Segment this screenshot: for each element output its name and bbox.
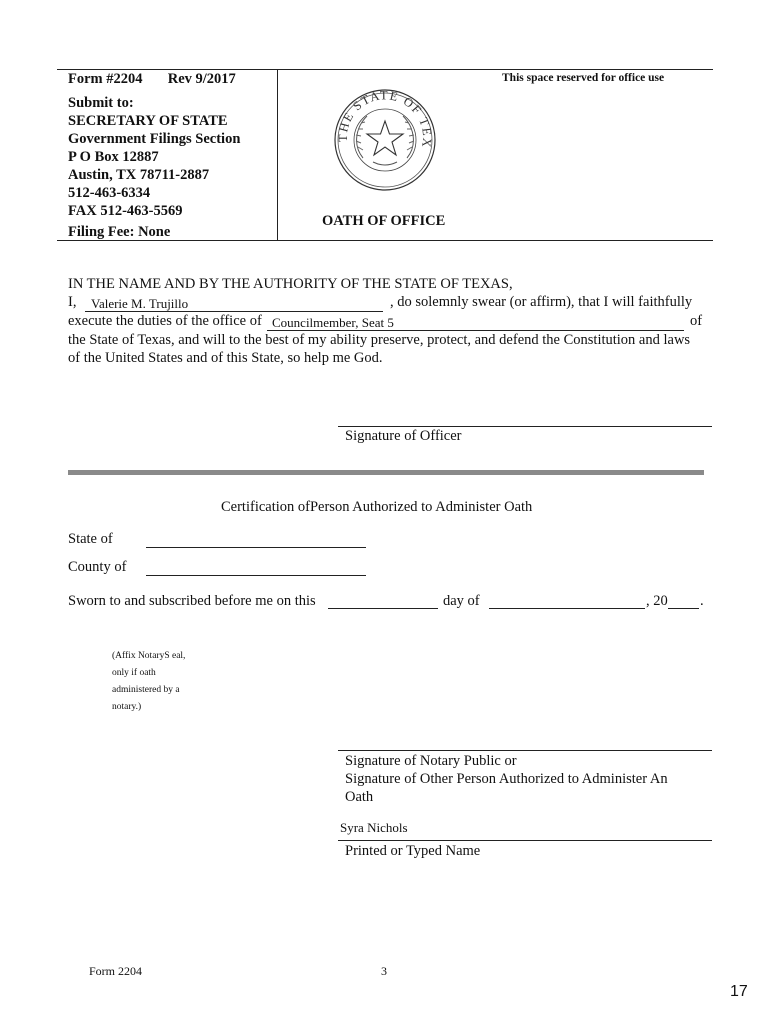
corner-page-number: 17: [730, 983, 748, 1000]
section-separator: [68, 470, 704, 475]
notary-sig-line: Signature of Other Person Authorized to Administer An: [345, 771, 668, 787]
submit-to-block: [68, 94, 240, 220]
oath-execute-text: execute the duties of the office of: [68, 313, 262, 329]
notary-sig-line: Signature of Notary Public or: [345, 753, 517, 769]
state-of-label: State of: [68, 531, 113, 547]
footer-form-label: Form 2204: [89, 964, 143, 978]
address-line: Government Filings Section: [68, 131, 241, 147]
submit-to-label: Submit to:: [68, 95, 134, 111]
address-line: FAX 512-463-5569: [68, 203, 183, 219]
form-number: Form #2204: [68, 71, 143, 87]
address-line: Austin, TX 78711-2887: [68, 167, 210, 183]
svg-text:THE STATE OF TEXAS: THE STATE OF TEX: [335, 88, 435, 150]
affix-seal-note: [112, 648, 185, 716]
oath-line-5: of the United States and of this State, so help me God.: [68, 350, 383, 366]
year-prefix-text: , 20: [646, 593, 668, 609]
affix-line: administered by a: [112, 685, 180, 695]
state-seal: [333, 88, 437, 192]
oath-line-1: IN THE NAME AND BY THE AUTHORITY OF THE STATE OF TEXAS,: [68, 276, 513, 292]
address-line: SECRETARY OF STATE: [68, 113, 228, 129]
oath-i-label: I,: [68, 294, 77, 310]
address-line: P O Box 12887: [68, 149, 159, 165]
printed-name-label: Printed or Typed Name: [345, 843, 481, 859]
state-of-field[interactable]: [146, 547, 366, 548]
notary-signature-label: [345, 752, 668, 806]
printed-name-line: [338, 840, 712, 841]
form-revision: Rev 9/2017: [167, 71, 236, 87]
sworn-text: Sworn to and subscribed before me on this: [68, 593, 316, 609]
affix-line: notary.): [112, 702, 142, 712]
texas-seal-icon: [333, 88, 437, 192]
form-title: OATH OF OFFICE: [322, 213, 446, 229]
footer-page-number: 3: [381, 964, 387, 978]
officer-signature-label: Signature of Officer: [345, 428, 462, 444]
county-of-label: County of: [68, 559, 127, 575]
affix-line: (Affix NotaryS eal,: [112, 651, 186, 661]
form-number-row: [68, 71, 236, 88]
office-name-field[interactable]: Councilmember, Seat 5: [272, 315, 394, 330]
printed-name-field[interactable]: Syra Nichols: [340, 820, 408, 835]
oath-swear-text: , do solemnly swear (or affirm), that I will faithfully: [390, 294, 693, 310]
office-use-label: This space reserved for office use: [502, 72, 665, 84]
header-divider: [277, 69, 278, 241]
header-top-rule: [57, 69, 713, 70]
affix-line: only if oath: [112, 668, 156, 678]
officer-name-field[interactable]: Valerie M. Trujillo: [91, 296, 189, 311]
sworn-day-field[interactable]: [328, 608, 438, 609]
notary-sig-line: Oath: [345, 789, 374, 805]
certification-title: Certification ofPerson Authorized to Administer Oath: [221, 499, 533, 515]
oath-of-text: of: [690, 313, 703, 329]
oath-line-4: the State of Texas, and will to the best of my ability preserve, protect, and defend the Constitution and laws: [68, 332, 691, 348]
day-of-text: day of: [443, 593, 480, 609]
officer-signature-line: [338, 426, 712, 427]
sworn-year-field[interactable]: [668, 608, 699, 609]
filing-fee: Filing Fee: None: [68, 224, 171, 240]
sworn-month-field[interactable]: [489, 608, 645, 609]
notary-signature-line: [338, 750, 712, 751]
address-line: 512-463-6334: [68, 185, 151, 201]
county-of-field[interactable]: [146, 575, 366, 576]
sworn-period: .: [700, 593, 704, 609]
